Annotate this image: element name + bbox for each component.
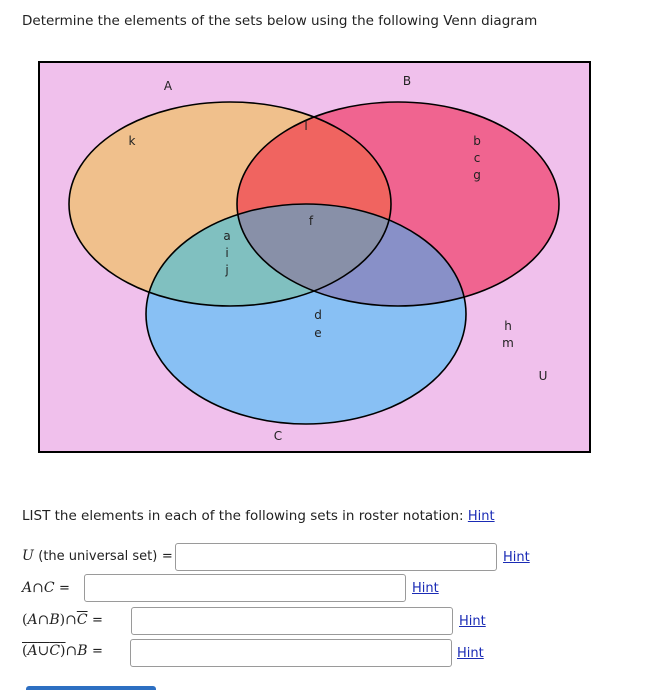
set-a-symbol: A [27,612,38,628]
prompt-line [22,508,495,524]
union-complement-group [22,643,66,659]
auc-complement-intersect-b-label [22,643,103,659]
close-paren: ) [60,643,66,659]
set-b-symbol: B [77,643,88,659]
prompt-hint-link[interactable]: Hint [467,509,495,524]
element-label: l [304,119,308,133]
element-label: b [473,134,481,148]
prompt-text: LIST the elements in each of the following sets in roster notation: [22,508,464,524]
open-paren: ( [22,612,28,628]
a-intersect-c-label [22,580,70,596]
open-paren: ( [22,643,28,659]
element-label: k [128,134,136,148]
element-label: d [314,308,322,322]
set-a-symbol: A [22,580,33,596]
set-c-symbol: C [43,580,55,596]
element-label: c [473,151,481,165]
intersect-symbol: ∩ [32,580,44,596]
equals-sign: = [161,549,173,564]
set-c-symbol: C [49,643,61,659]
set-a-label: A [163,79,173,93]
intersect-symbol: ∩ [65,643,78,659]
set-b-label: B [402,74,412,88]
intersect-symbol: ∩ [37,612,50,628]
equals-sign: = [59,581,70,596]
union-symbol: ∪ [37,643,50,659]
universal-set-input[interactable] [175,543,497,571]
element-label: m [502,336,514,350]
element-label: i [225,246,229,260]
universe-label: U [538,369,548,383]
equals-sign: = [92,613,103,628]
ab-intersect-c-complement-hint-link[interactable]: Hint [459,614,486,629]
element-label: g [473,168,481,182]
equals-sign: = [92,644,103,659]
a-intersect-c-input[interactable] [84,574,406,602]
set-c-complement-symbol: $\overline{C}$ [76,612,88,628]
element-label: e [314,326,322,340]
ab-intersect-c-complement-input[interactable] [131,607,453,635]
element-label: f [308,214,314,228]
set-a-symbol: A [27,643,38,659]
set-c-label: C [273,429,283,443]
universal-desc: (the universal set) [38,549,158,564]
element-label: h [504,319,512,333]
ab-intersect-c-complement-label [22,612,103,628]
auc-complement-intersect-b-input[interactable] [130,639,452,667]
auc-complement-intersect-b-hint-link[interactable]: Hint [457,646,484,661]
universal-set-label [22,548,173,564]
a-intersect-c-hint-link[interactable]: Hint [412,581,439,596]
intersect-symbol: ∩ [65,612,77,628]
instructions-text: Determine the elements of the sets below using the following Venn diagram [22,13,538,29]
element-label: j [225,263,229,277]
universal-hint-link[interactable]: Hint [503,550,530,565]
close-paren: ) [59,612,66,628]
element-label: a [223,229,231,243]
set-b-symbol: B [49,612,60,628]
submit-button[interactable] [26,686,156,690]
universal-symbol: U [22,548,34,564]
